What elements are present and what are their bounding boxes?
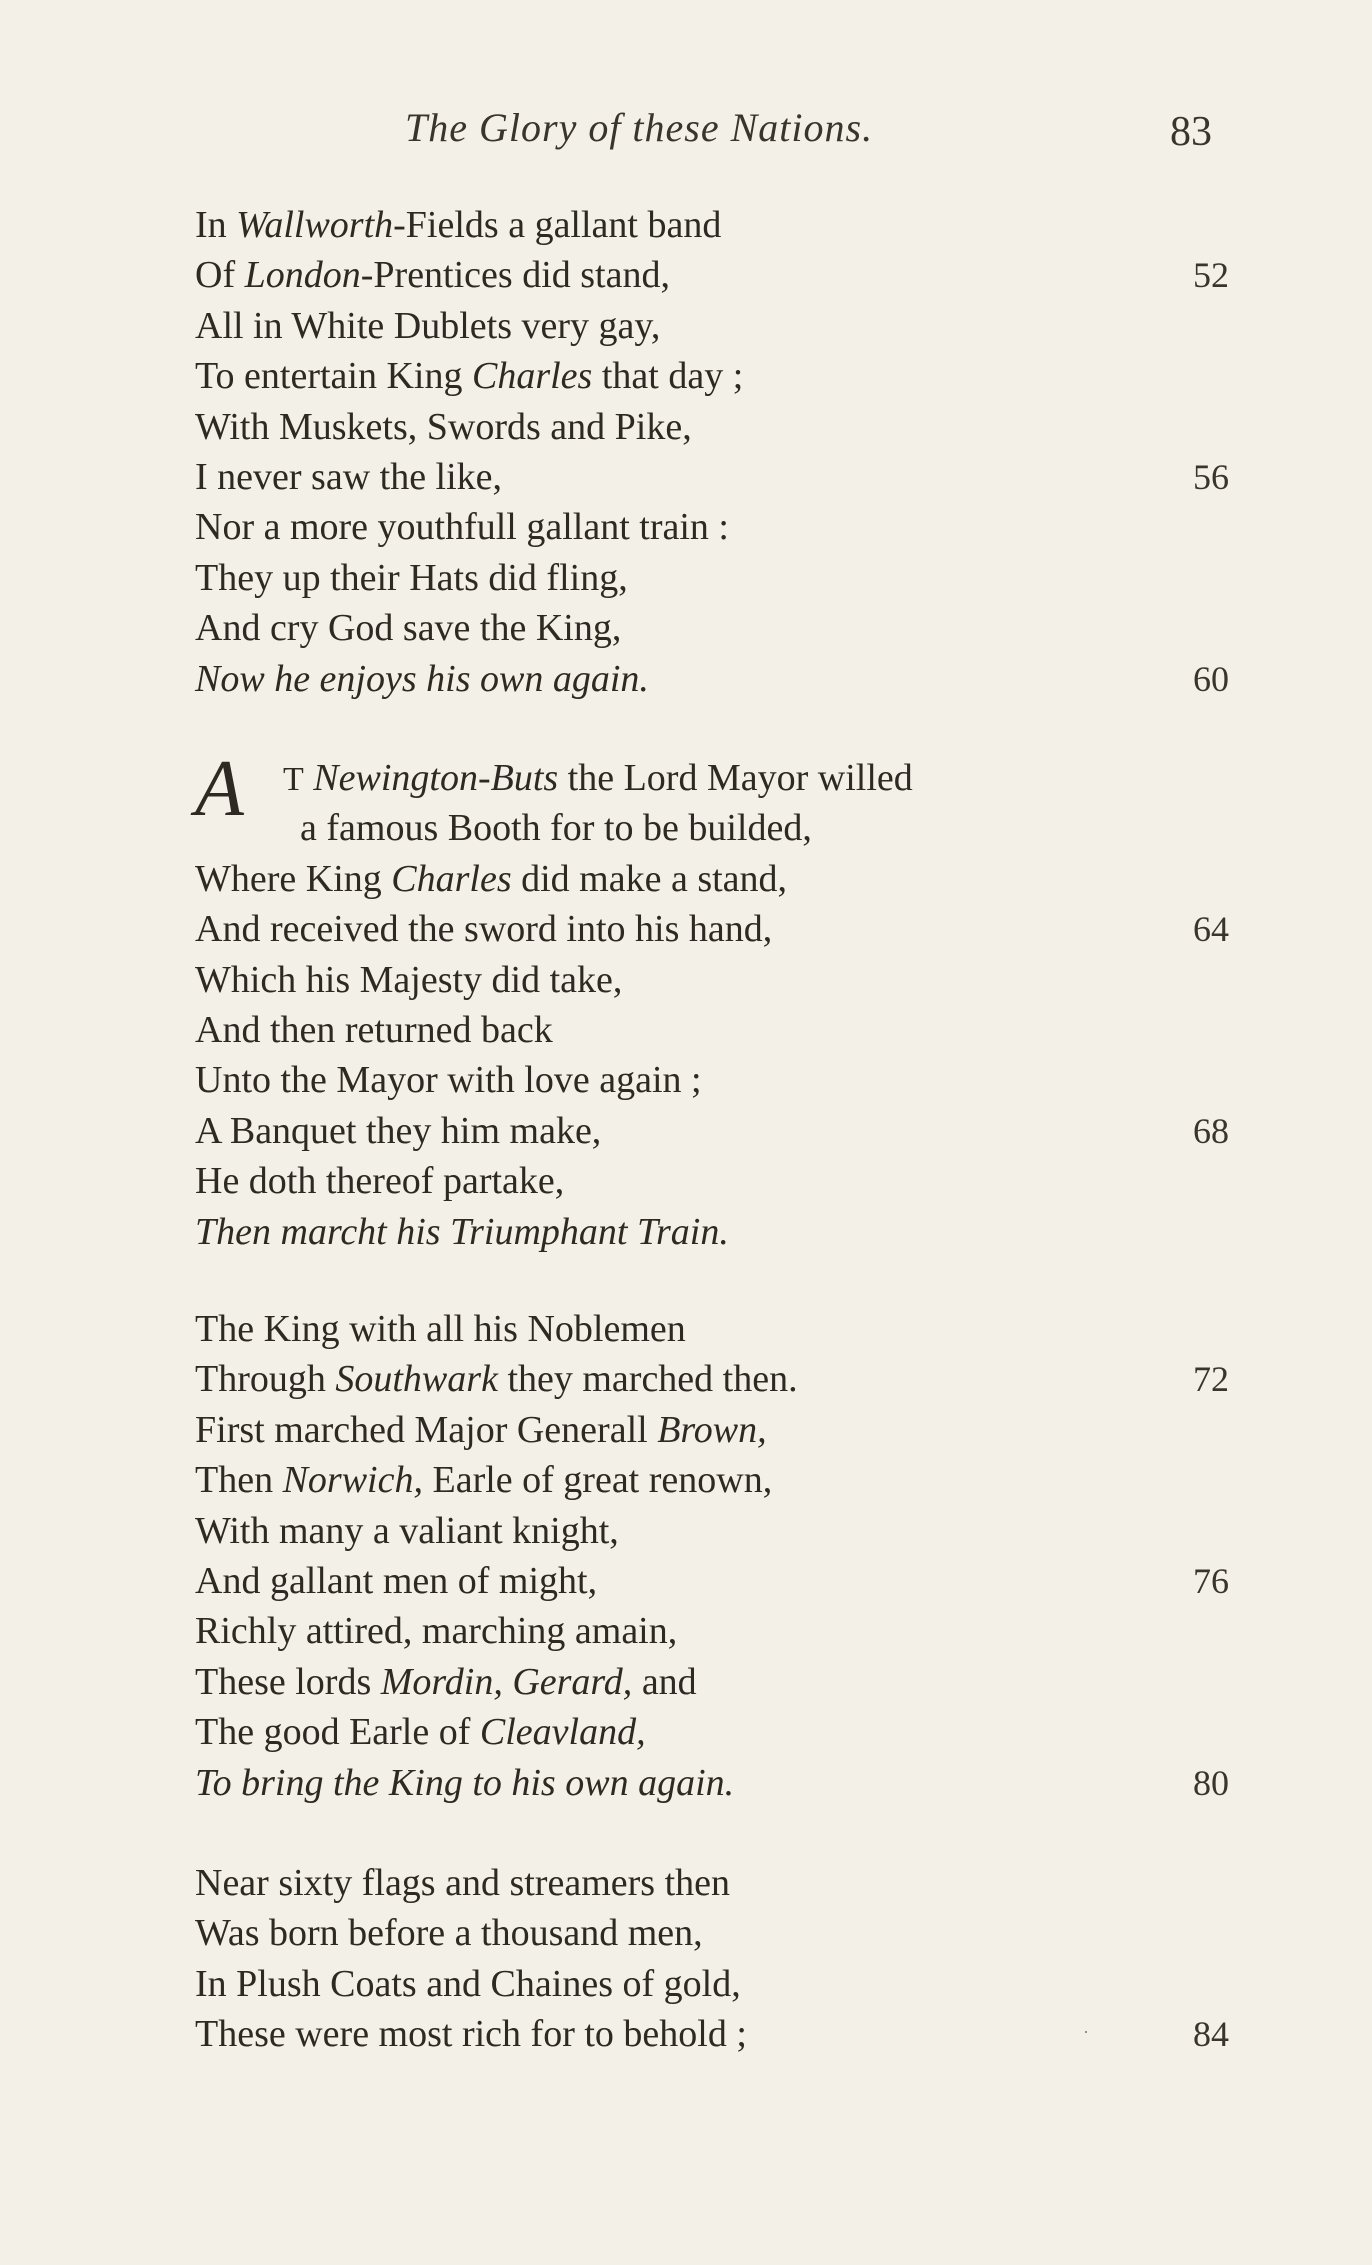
verse-text: These lords bbox=[195, 1660, 381, 1703]
line-number: 56 bbox=[1193, 456, 1229, 497]
verse-text: a famous Booth for to be builded, bbox=[300, 807, 812, 850]
italic-text: Then marcht his Triumphant Train. bbox=[195, 1210, 729, 1253]
verse-text: The good Earle of bbox=[195, 1711, 480, 1754]
verse-text: They up their Hats did fling, bbox=[195, 556, 628, 599]
line-number: 76 bbox=[1193, 1560, 1229, 1601]
verse-text: the Lord Mayor willed bbox=[558, 757, 913, 799]
verse-text: -Prentices did stand, bbox=[360, 254, 670, 297]
verse-text: Unto the Mayor with love again ; bbox=[195, 1059, 702, 1102]
verse-text: Near sixty flags and streamers then bbox=[195, 1862, 730, 1904]
verse-text: With many a valiant knight, bbox=[195, 1509, 619, 1552]
verse-line bbox=[195, 1106, 1245, 1156]
verse-text: Nor a more youthfull gallant train : bbox=[195, 506, 729, 549]
verse-line bbox=[195, 301, 1245, 351]
verse-text: and bbox=[632, 1660, 697, 1703]
verse-line bbox=[195, 904, 1245, 954]
verse-line bbox=[195, 753, 1245, 803]
verse-line bbox=[195, 654, 1245, 704]
verse-text bbox=[304, 757, 314, 799]
verse-line bbox=[195, 1055, 1245, 1105]
verse-text: did make a stand, bbox=[511, 857, 788, 900]
verse-text: First marched Major Generall bbox=[195, 1408, 658, 1451]
verse-text: He doth thereof partake, bbox=[195, 1160, 565, 1203]
italic-text: Cleavland, bbox=[479, 1711, 646, 1754]
verse-text: Where King bbox=[195, 857, 392, 900]
line-number: 80 bbox=[1193, 1762, 1229, 1803]
italic-text: Mordin, Gerard, bbox=[380, 1660, 633, 1703]
verse-text: that day ; bbox=[592, 355, 744, 398]
verse-line bbox=[195, 502, 1245, 552]
italic-text: Southwark bbox=[335, 1358, 498, 1401]
verse-line bbox=[195, 1758, 1245, 1808]
running-title: The Glory of these Nations. bbox=[405, 105, 874, 150]
line-number: 72 bbox=[1193, 1359, 1229, 1400]
stanza-1 bbox=[195, 200, 1245, 704]
verse-text: To entertain King bbox=[195, 355, 472, 398]
verse-line bbox=[195, 1858, 1245, 1908]
verse-line bbox=[195, 402, 1245, 452]
verse-text: Richly attired, marching amain, bbox=[195, 1610, 678, 1653]
verse-line bbox=[195, 1707, 1245, 1757]
page-number: 83 bbox=[1170, 109, 1212, 155]
verse-line bbox=[195, 803, 1245, 853]
italic-text: Wallworth bbox=[236, 204, 394, 246]
verse-line bbox=[195, 1506, 1245, 1556]
verse-line bbox=[195, 1405, 1245, 1455]
italic-text: Charles bbox=[471, 355, 593, 398]
verse-line bbox=[195, 1207, 1245, 1257]
line-number: 52 bbox=[1193, 255, 1229, 296]
verse-text: In bbox=[195, 204, 237, 246]
italic-text: To bring the King to his own again. bbox=[195, 1761, 735, 1804]
italic-text: London bbox=[244, 254, 361, 297]
line-number: 64 bbox=[1193, 909, 1229, 950]
drop-cap: A bbox=[195, 745, 244, 833]
print-speck: · bbox=[1083, 2022, 1089, 2042]
verse-text: Which his Majesty did take, bbox=[195, 958, 623, 1001]
italic-text: Norwich, bbox=[282, 1459, 423, 1502]
verse-text: Through bbox=[195, 1358, 336, 1401]
verse-text: The King with all his Noblemen bbox=[195, 1308, 686, 1350]
verse-line bbox=[195, 250, 1245, 300]
verse-line bbox=[195, 351, 1245, 401]
italic-text: Charles bbox=[391, 857, 512, 900]
italic-text: Newington-Buts bbox=[313, 757, 559, 799]
verse-line bbox=[195, 200, 1245, 250]
verse-line bbox=[195, 1455, 1245, 1505]
verse-text: Was born before a thousand men, bbox=[195, 1912, 703, 1955]
verse-text: they marched then. bbox=[497, 1358, 798, 1401]
verse-text: And received the sword into his hand, bbox=[195, 908, 773, 951]
verse-line bbox=[195, 1556, 1245, 1606]
verse-text: And cry God save the King, bbox=[195, 607, 622, 650]
verse-text: -Fields a gallant band bbox=[393, 204, 722, 246]
verse-text: These were most rich for to behold ; bbox=[195, 2013, 747, 2056]
verse-line bbox=[195, 854, 1245, 904]
line-number: 60 bbox=[1193, 658, 1229, 699]
verse-line bbox=[195, 553, 1245, 603]
line-number: 68 bbox=[1193, 1110, 1229, 1151]
verse-line bbox=[195, 452, 1245, 502]
verse-line bbox=[195, 1908, 1245, 1958]
verse-text: All in White Dublets very gay, bbox=[195, 304, 661, 347]
verse-line bbox=[195, 1959, 1245, 2009]
verse-line bbox=[195, 955, 1245, 1005]
verse-line bbox=[195, 1606, 1245, 1656]
verse-text: In Plush Coats and Chaines of gold, bbox=[195, 1962, 741, 2005]
verse-text: A Banquet they him make, bbox=[195, 1109, 602, 1152]
verse-text: T bbox=[283, 761, 304, 798]
verse-line bbox=[195, 1354, 1245, 1404]
verse-text: Earle of great renown, bbox=[422, 1459, 773, 1502]
verse-line bbox=[195, 603, 1245, 653]
verse-text: And gallant men of might, bbox=[195, 1559, 598, 1602]
verse-text: Then bbox=[195, 1459, 283, 1502]
verse-text: Of bbox=[195, 254, 245, 297]
stanza-3 bbox=[195, 1304, 1245, 1808]
verse-line bbox=[195, 1657, 1245, 1707]
verse-line bbox=[195, 1304, 1245, 1354]
italic-text: Brown, bbox=[657, 1408, 767, 1451]
verse-line bbox=[195, 1005, 1245, 1055]
line-number: 84 bbox=[1193, 2014, 1229, 2055]
verse-text: And then returned back bbox=[195, 1008, 553, 1051]
verse-text: With Muskets, Swords and Pike, bbox=[195, 405, 692, 448]
verse-line bbox=[195, 1156, 1245, 1206]
stanza-2 bbox=[195, 745, 1245, 1257]
italic-text: Now he enjoys his own again. bbox=[195, 657, 649, 700]
verse-text: I never saw the like, bbox=[195, 455, 503, 498]
